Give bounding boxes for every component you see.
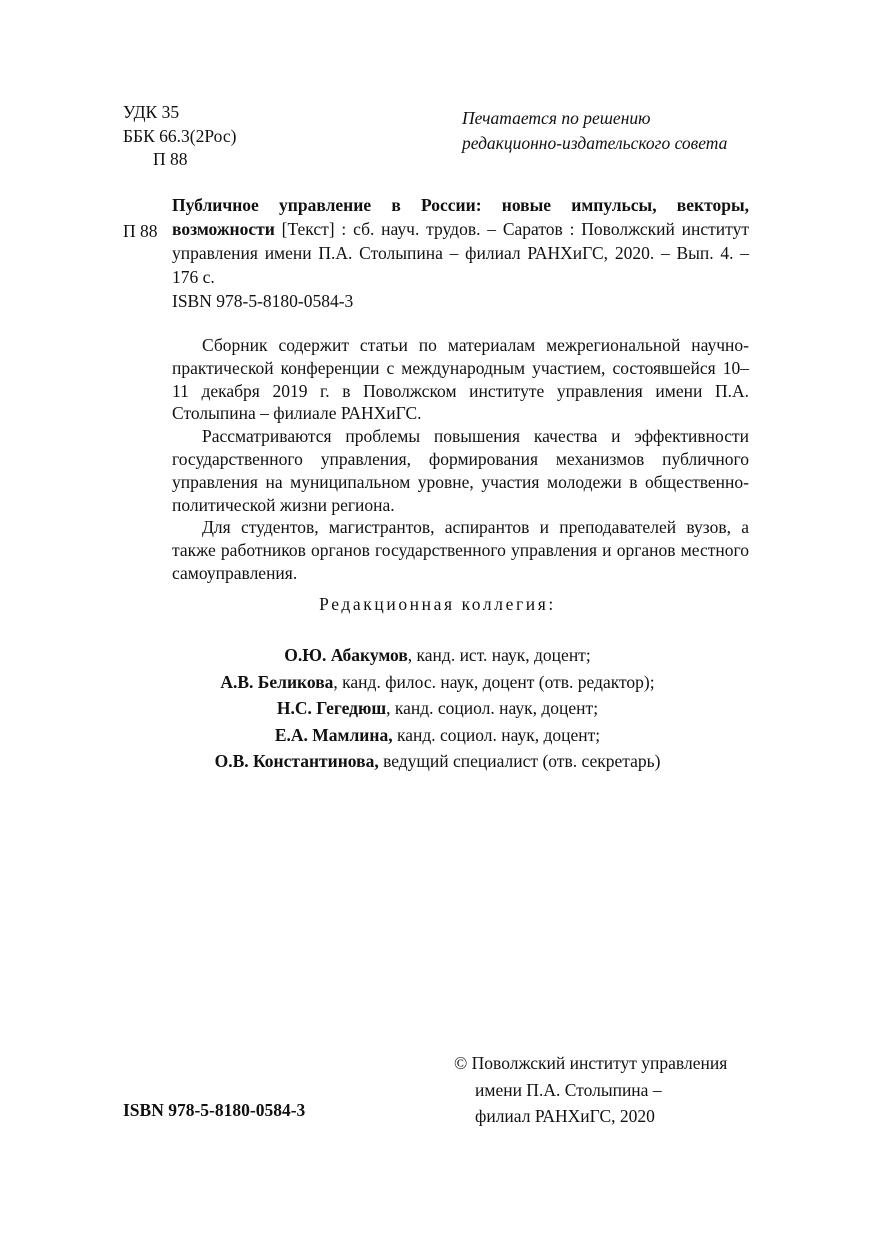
board-member: [0, 695, 875, 722]
approval-line-1: Печатается по решению: [462, 108, 651, 128]
board-member: [0, 722, 875, 749]
board-member: [0, 642, 875, 669]
member-role: ведущий специалист (отв. секретарь): [378, 751, 661, 771]
abstract-paragraph-1: Сборник содержит статьи по материалам межрегиональной научно-практической конференции с международным участием, состоявшейся 10–11 декабря 2019 г. в Поволжском институте управления имени П.А. Столыпина – филиале РАНХиГС.: [172, 335, 749, 424]
isbn-footer: ISBN 978-5-8180-0584-3: [123, 1100, 306, 1120]
bbk-code: ББК 66.3(2Рос): [123, 125, 237, 146]
biblio-isbn: ISBN 978-5-8180-0584-3: [172, 291, 354, 311]
member-role: , канд. филос. наук, доцент (отв. редактор);: [333, 671, 655, 692]
abstract-paragraph-2: Рассматриваются проблемы повышения качества и эффективности государственного управления, формирования механизмов публичного управления на муниципальном уровне, участия молодежи в общественно-политической жизни региона.: [172, 426, 749, 515]
board-member: [0, 669, 875, 696]
classification-codes: [123, 101, 236, 172]
editorial-board: [0, 642, 875, 775]
copyright-line-3: филиал РАНХиГС, 2020: [475, 1106, 655, 1126]
udk-code: УДК 35: [123, 102, 180, 122]
biblio-details: [Текст] : сб. науч. трудов. – Саратов : Поволжский институт управления имени П.А. Столыпина – филиал РАНХиГС, 2020. – Вып. 4. – 176 с.: [172, 219, 749, 287]
copyright-notice: [454, 1050, 727, 1130]
member-name: Е.А. Мамлина,: [274, 724, 393, 745]
abstract: [172, 334, 749, 585]
bibliographic-record: [172, 193, 749, 313]
book-title: Публичное управление в России: новые импульсы, векторы, возможности: [172, 195, 749, 239]
copyright-line-2: имени П.А. Столыпина –: [475, 1079, 662, 1100]
biblio-description: [172, 193, 749, 289]
editorial-board-title: Редакционная коллегия:: [319, 594, 556, 614]
copyright-line-1: © Поволжский институт управления: [454, 1053, 728, 1073]
author-mark: П 88: [153, 149, 188, 169]
catalog-mark: П 88: [123, 221, 158, 241]
member-name: О.Ю. Абакумов: [284, 645, 408, 665]
member-name: О.В. Константинова,: [214, 751, 379, 771]
board-member: [0, 748, 875, 775]
member-name: Н.С. Гегедюш: [276, 698, 387, 718]
abstract-paragraph-3: Для студентов, магистрантов, аспирантов и преподавателей вузов, а также работников органов государственного управления и органов местного самоуправления.: [172, 517, 749, 583]
member-role: канд. социол. наук, доцент;: [392, 724, 601, 745]
member-role: , канд. ист. наук, доцент;: [407, 645, 591, 665]
publication-approval: [462, 106, 727, 156]
member-name: А.В. Беликова: [220, 671, 334, 692]
approval-line-2: редакционно-издательского совета: [462, 133, 728, 153]
member-role: , канд. социол. наук, доцент;: [386, 698, 599, 718]
